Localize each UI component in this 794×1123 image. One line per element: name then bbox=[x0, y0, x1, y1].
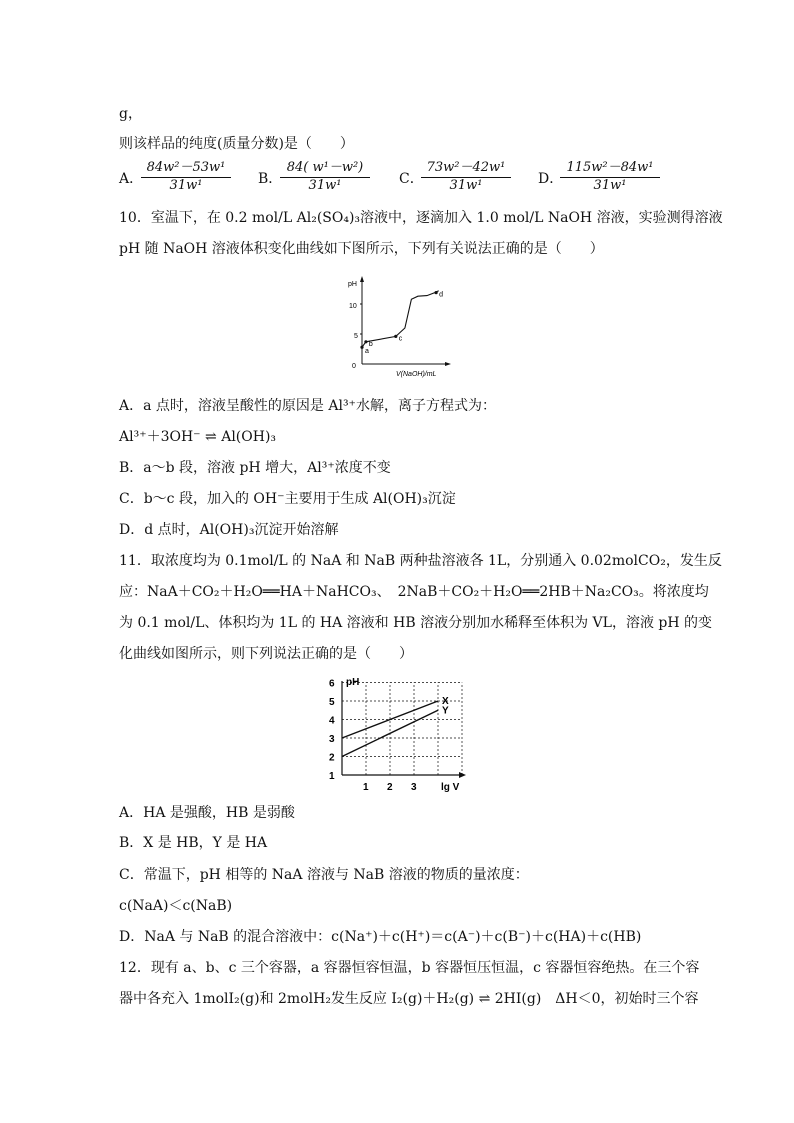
fraction bbox=[141, 160, 231, 194]
y-tick-label: 5 bbox=[354, 333, 358, 340]
top-fragment: g， bbox=[119, 106, 142, 122]
denominator: 31w¹ bbox=[169, 178, 203, 193]
q11-line-3: 为 0.1 mol/L、体积均为 1L 的 HA 溶液和 HB 溶液分别加水稀释至体积为 VL，溶液 pH 的变 bbox=[119, 615, 713, 631]
point-d bbox=[435, 291, 438, 294]
point-label-d: d bbox=[439, 291, 444, 299]
numerator: 84( w¹－w²) bbox=[280, 160, 370, 178]
x-axis-label: V(NaOH)/mL bbox=[396, 371, 437, 378]
y-axis-label: pH bbox=[346, 677, 360, 688]
choice-label: C． bbox=[399, 171, 424, 187]
choice-label: A． bbox=[119, 171, 144, 187]
y-axis-arrow bbox=[360, 276, 364, 282]
series-label-X: X bbox=[442, 696, 449, 707]
q10-option-c: C．b～c 段，加入的 OH⁻主要用于生成 Al(OH)₃沉淀 bbox=[119, 491, 456, 507]
x-tick-label: 3 bbox=[411, 782, 417, 793]
y-tick-label: 2 bbox=[329, 752, 335, 764]
point-label-b: b bbox=[368, 340, 373, 348]
choice-label: D． bbox=[538, 171, 564, 187]
numerator: 84w²－53w¹ bbox=[141, 160, 231, 178]
q11-option-b: B．X 是 HB，Y 是 HA bbox=[119, 835, 268, 851]
numerator: 115w²－84w¹ bbox=[560, 160, 660, 178]
point-label-c: c bbox=[398, 335, 403, 343]
numerator: 73w²－42w¹ bbox=[421, 160, 511, 178]
q10-option-d: D．d 点时，Al(OH)₃沉淀开始溶解 bbox=[119, 522, 339, 538]
x-axis-label: lg V bbox=[441, 782, 460, 793]
y-tick-label: 6 bbox=[329, 678, 335, 690]
x-tick-label: 1 bbox=[363, 782, 369, 793]
y-tick-label: 4 bbox=[329, 715, 335, 727]
point-c bbox=[394, 335, 397, 338]
q11-option-c-2: c(NaA)＜c(NaB) bbox=[119, 898, 233, 914]
y-tick-label: 0 bbox=[352, 363, 356, 370]
q10-titration-chart bbox=[340, 272, 455, 382]
x-tick-label: 2 bbox=[387, 782, 393, 793]
denominator: 31w¹ bbox=[593, 178, 627, 193]
series-label-Y: Y bbox=[442, 705, 449, 717]
fraction bbox=[421, 160, 511, 194]
y-tick-label: 1 bbox=[329, 771, 335, 782]
denominator: 31w¹ bbox=[449, 178, 483, 193]
y-tick-label: 5 bbox=[329, 697, 335, 708]
point-label-a: a bbox=[365, 348, 369, 356]
q12-line-1: 12．现有 a、b、c 三个容器，a 容器恒容恒温，b 容器恒压恒温，c 容器恒容绝热。在三个容 bbox=[119, 960, 700, 976]
q10-option-b: B．a～b 段，溶液 pH 增大，Al³⁺浓度不变 bbox=[119, 460, 391, 476]
point-b bbox=[364, 340, 367, 343]
q10-line-2: pH 随 NaOH 溶液体积变化曲线如下图所示，下列有关说法正确的是（ ） bbox=[119, 241, 604, 257]
point-a bbox=[360, 346, 363, 349]
q12-line-2: 器中各充入 1molI₂(g)和 2molH₂发生反应 I₂(g)＋H₂(g) ⇌ 2HI(g) ΔH＜0，初始时三个容 bbox=[119, 991, 699, 1007]
fraction bbox=[560, 160, 660, 194]
q11-option-a: A．HA 是强酸，HB 是弱酸 bbox=[119, 805, 295, 821]
q11-line-1: 11．取浓度均为 0.1mol/L 的 NaA 和 NaB 两种盐溶液各 1L，分别通入 0.02molCO₂，发生反 bbox=[119, 553, 722, 569]
q11-dilution-chart bbox=[322, 673, 472, 795]
q10-option-a-2: Al³⁺＋3OH⁻ ⇌ Al(OH)₃ bbox=[119, 429, 277, 445]
x-axis-arrow bbox=[459, 772, 466, 778]
fraction bbox=[280, 160, 370, 194]
y-tick-label: 3 bbox=[329, 734, 335, 745]
q11-line-2: 应：NaA＋CO₂＋H₂O══HA＋NaHCO₃、 2NaB＋CO₂＋H₂O══2HB＋Na₂CO₃。将浓度均 bbox=[119, 584, 709, 600]
q11-line-4: 化曲线如图所示，则下列说法正确的是（ ） bbox=[119, 646, 413, 662]
y-axis-label: pH bbox=[348, 281, 357, 288]
q10-line-1: 10．室温下，在 0.2 mol/L Al₂(SO₄)₃溶液中，逐滴加入 1.0 mol/L NaOH 溶液，实验测得溶液 bbox=[119, 210, 723, 226]
q9-stem: 则该样品的纯度(质量分数)是（ ） bbox=[119, 136, 354, 152]
denominator: 31w¹ bbox=[308, 178, 342, 193]
q11-option-c-1: C．常温下，pH 相等的 NaA 溶液与 NaB 溶液的物质的量浓度： bbox=[119, 867, 529, 883]
q10-option-a-1: A．a 点时，溶液呈酸性的原因是 Al³⁺水解，离子方程式为： bbox=[119, 398, 496, 414]
x-axis-arrow bbox=[445, 362, 451, 366]
y-tick-label: 10 bbox=[349, 303, 357, 310]
q11-option-d: D．NaA 与 NaB 的混合溶液中：c(Na⁺)＋c(H⁺)＝c(A⁻)＋c(B⁻)＋c(HA)＋c(HB) bbox=[119, 929, 642, 945]
choice-label: B． bbox=[258, 171, 283, 187]
